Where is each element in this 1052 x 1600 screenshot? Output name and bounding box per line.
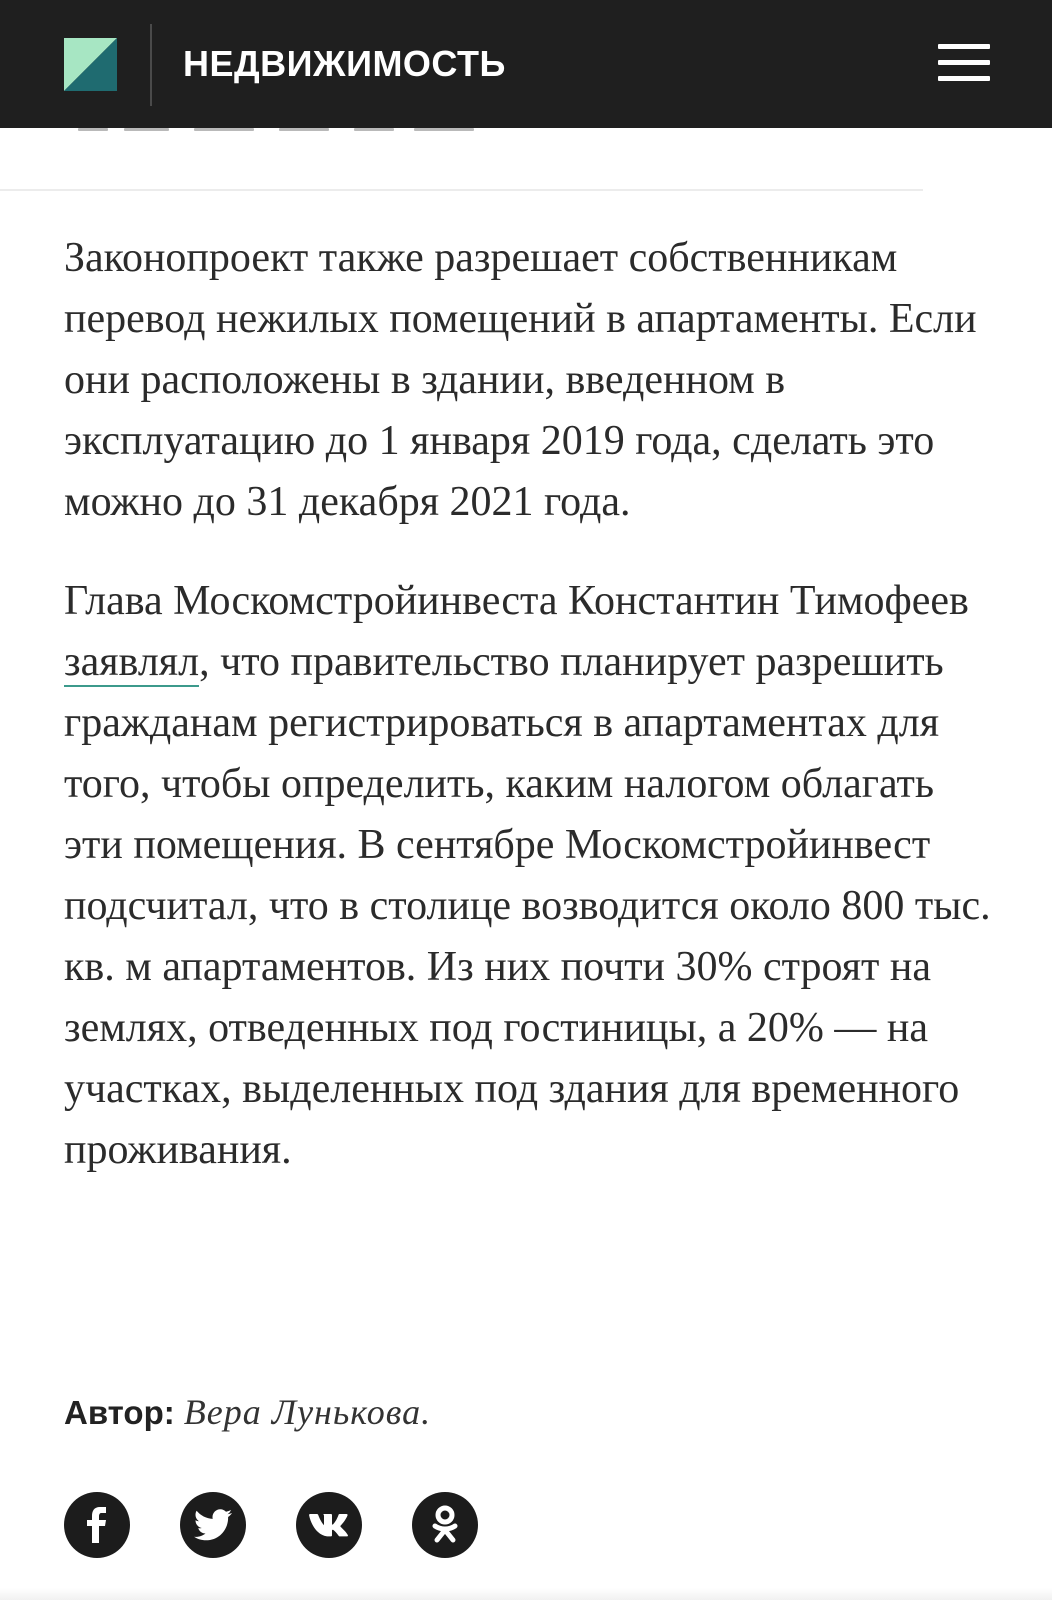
site-header (0, 0, 1052, 128)
section-title[interactable]: НЕДВИЖИМОСТЬ (183, 43, 506, 84)
bottom-edge (0, 1588, 1052, 1600)
vk-icon (309, 1513, 349, 1537)
logo-icon[interactable] (64, 38, 117, 91)
share-buttons (64, 1492, 478, 1558)
twitter-share-button[interactable] (180, 1492, 246, 1558)
twitter-icon (194, 1509, 232, 1541)
facebook-share-button[interactable] (64, 1492, 130, 1558)
article-paragraph (64, 571, 994, 1181)
author-line (64, 1390, 431, 1435)
paragraph-text: , что правительство планирует разрешить гражданам регистрироваться в апартаментах для того, чтобы определить, каким налогом облагать эти помещения. В сентябре Москомстройинвест подсчитал, что в столице возводится около 800 тыс. кв. м апартаментов. Из них почти 30% строят на землях, отведенных под гостиницы, а 20% — на участках, выделенных под здания для временного проживания. (64, 639, 991, 1173)
cutoff-previous-text (64, 118, 484, 134)
author-label: Автор: (64, 1394, 175, 1431)
article-body (64, 228, 994, 1219)
article-paragraph: Законопроект также разрешает собственникам перевод нежилых помещений в апартаменты. Если они расположены в здании, введенном в эксплуатацию до 1 января 2019 года, сделать это можно до 31 декабря 2021 года. (64, 235, 977, 525)
header-divider (150, 24, 152, 106)
vk-share-button[interactable] (296, 1492, 362, 1558)
odnoklassniki-icon (432, 1505, 458, 1545)
facebook-icon (82, 1507, 112, 1543)
hamburger-menu-icon[interactable] (938, 44, 990, 82)
section-separator (0, 189, 923, 191)
paragraph-text: Глава Москомстройинвеста Константин Тимофеев (64, 578, 969, 624)
odnoklassniki-share-button[interactable] (412, 1492, 478, 1558)
statement-link[interactable]: заявлял (64, 639, 200, 685)
author-name: Вера Лунькова. (183, 1392, 432, 1432)
